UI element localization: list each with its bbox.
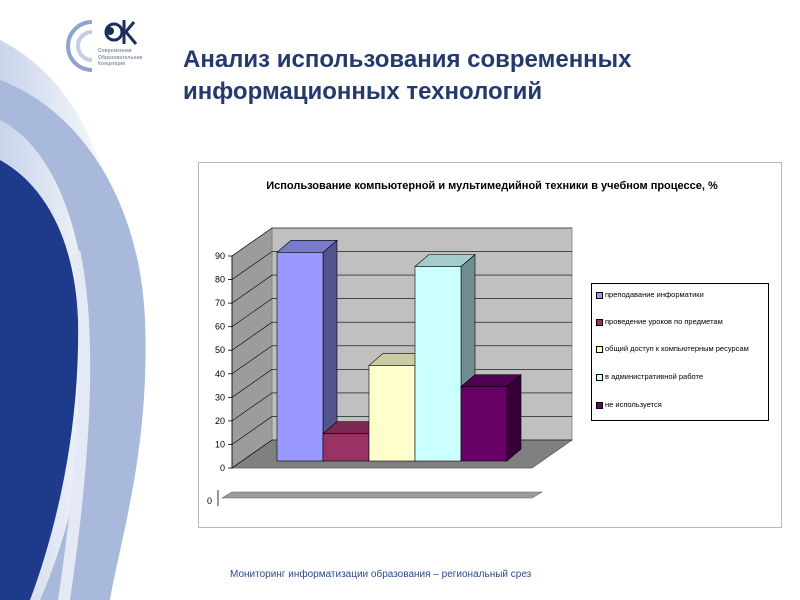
bar-side	[507, 375, 521, 461]
y-tick-label: 10	[214, 439, 225, 450]
legend-label: не используется	[605, 400, 662, 409]
legend-label: преподавание информатики	[605, 290, 704, 299]
slide-title-line1: Анализ использования современных	[183, 46, 632, 73]
legend-label: общий доступ к компьютерным ресурсам	[605, 344, 749, 353]
chart-legend	[591, 283, 769, 421]
legend-swatch	[596, 346, 603, 353]
bar	[461, 387, 507, 461]
chart-side-wall	[232, 228, 272, 468]
bar	[415, 266, 461, 461]
slide-title-line2: информационных технологий	[183, 78, 543, 105]
secondary-axis-strip	[222, 492, 542, 498]
y-tick-label: 30	[214, 392, 225, 403]
legend-swatch	[596, 292, 603, 299]
secondary-axis-tick-label: 0	[206, 496, 212, 506]
legend-swatch	[596, 319, 603, 326]
legend-label: в административной работе	[605, 372, 704, 381]
y-tick-label: 50	[214, 345, 225, 356]
y-tick-label: 60	[214, 321, 225, 332]
y-tick-label: 0	[219, 463, 225, 473]
y-tick-label: 40	[214, 368, 225, 379]
bar	[323, 434, 369, 461]
y-tick-label: 70	[214, 298, 225, 309]
y-tick-label: 20	[214, 415, 225, 426]
logo-line3: Концепция	[98, 61, 126, 67]
chart-title: Использование компьютерной и мультимедийной техники в учебном процессе, %	[266, 180, 718, 192]
legend-label: проведение уроков по предметам	[605, 317, 723, 326]
logo-line1: Современная	[98, 48, 132, 54]
bar	[369, 365, 415, 461]
legend-swatch	[596, 402, 603, 409]
y-tick-label: 90	[214, 251, 225, 261]
legend-swatch	[596, 374, 603, 381]
footer-text: Мониторинг информатизации образования – региональный срез	[230, 569, 532, 580]
bar	[277, 252, 323, 461]
y-tick-label: 80	[214, 274, 225, 285]
logo-line2: Образовательная	[98, 54, 143, 61]
